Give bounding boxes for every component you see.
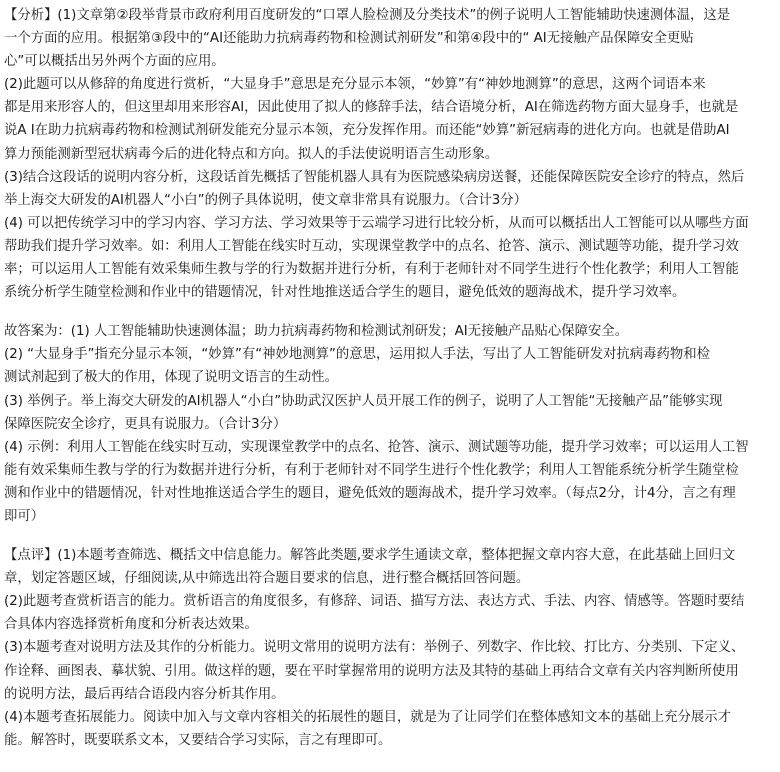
comment-section [4,544,774,752]
comment-line: (4)本题考查拓展能力。阅读中加入与文章内容相关的拓展性的题目，就是为了让同学们在整体感知文本的基础上充分展示才 [4,709,731,725]
answer-line: 能有效采集师生教与学的行为数据并进行分析，有利于老师针对不同学生进行个性化教学；利用人工智能系统分析学生随堂检 [4,462,739,478]
comment-line: 作诠释、画图表、摹状貌、引用。做这样的题，要在平时掌握常用的说明方法及其特的基础上再结合文章有关内容判断所使用 [4,663,739,679]
analysis-line: (2)此题可以从修辞的角度进行赏析，“大显身手”意思是充分显示本领，“妙算”有“神妙地测算”的意思，这两个词语本来 [4,77,706,93]
comment-line: 的说明方法，最后再结合语段内容分析其作用。 [4,686,285,702]
comment-line: (3)本题考查对说明方法及其作的分析能力。说明文常用的说明方法有：举例子、列数字、作比较、打比方、分类别、下定义、 [4,640,745,656]
analysis-line: 心”可以概括出另外两个方面的应用。 [4,54,225,70]
analysis-line: 帮助我们提升学习效率。如：利用人工智能在线实时互动，实现课堂教学中的点名、抢答、演示、测试题等功能，提升学习效 [4,238,739,254]
analysis-line: 说A I在助力抗病毒药物和检测试剂研发能充分显示本领，充分发挥作用。而还能“妙算”新冠病毒的进化方向。也就是借助AI [4,123,730,139]
analysis-line: 都是用来形容人的，但这里却用来形容AI，因此使用了拟人的修辞手法，结合语境分析，AI在筛选药物方面大显身手，也就是 [4,100,739,116]
answer-line: 保障医院安全诊疗，更具有说服力。（合计3分） [4,416,287,432]
answer-line: 测和作业中的错题情况，针对性地推送适合学生的题目，避免低效的题海战术，提升学习效率。（每点2分，计4分，言之有理 [4,485,736,501]
analysis-line: (4) 可以把传统学习中的学习内容、学习方法、学习效果等于云端学习进行比较分析，从而可以概括出人工智能可以从哪些方面 [4,215,749,231]
answer-line: 故答案为：(1) 人工智能辅助快速测体温；助力抗病毒药物和检测试剂研发；AI无接触产品贴心保障安全。 [4,324,629,340]
analysis-line: 【分析】(1)文章第②段举背景市政府利用百度研发的“口罩人脸检测及分类技术”的例子说明人工智能辅助快速测体温，这是 [4,8,731,23]
answer-line: (4) 示例：利用人工智能在线实时互动，实现课堂教学中的点名、抢答、演示、测试题等功能，提升学习效率；可以运用人工智 [4,439,749,455]
comment-line: (2)此题考查赏析语言的能力。赏析语言的角度很多，有修辞、词语、描写方法、表达方式、手法、内容、情感等。答题时要结 [4,594,745,610]
answer-line: 测试剂起到了极大的作用，体现了说明文语言的生动性。 [4,370,338,386]
comment-line: 能。解答时，既要联系文本，又要结合学习实际，言之有理即可。 [4,732,392,748]
answer-line: (3) 举例子。举上海交大研发的AI机器人“小白”协助武汉医护人员开展工作的例子，说明了人工智能“无接触产品”能够实现 [4,393,723,409]
analysis-section [4,4,774,304]
comment-line: 章，划定答题区域，仔细阅读,从中筛选出符合题目要求的信息，进行整合概括回答问题。 [4,571,530,587]
analysis-line: (3)结合这段话的说明内容分析，这段话首先概括了智能机器人具有为医院感染病房送餐，还能保障医院安全诊疗的特点，然后 [4,169,745,185]
answer-line: (2) “大显身手”指充分显示本领，“妙算”有“神妙地测算”的意思，运用拟人手法，写出了人工智能研发对抗病毒药物和检 [4,347,710,363]
analysis-line: 系统分析学生随堂检测和作业中的错题情况，针对性地推送适合学生的题目，避免低效的题海战术，提升学习效率。 [4,285,686,301]
section-spacer [4,528,774,544]
analysis-line: 一个方面的应用。根据第③段中的“AI还能助力抗病毒药物和检测试剂研发”和第④段中的“ AI无接触产品保障安全更贴 [4,31,694,47]
answer-section [4,320,774,528]
comment-line: 【点评】(1)本题考查筛选、概括文中信息能力。解答此类题,要求学生通读文章，整体把握文章内容大意，在此基础上回归文 [4,548,736,564]
analysis-line: 举上海交大研发的AI机器人“小白”的例子具体说明，使文章非常具有说服力。（合计3分） [4,192,528,208]
section-spacer [4,304,774,320]
comment-line: 合具体内容选择赏析角度和分析表达效果。 [4,617,258,633]
answer-line: 即可） [4,508,45,524]
analysis-line: 率；可以运用人工智能有效采集师生教与学的行为数据并进行分析，有利于老师针对不同学生进行个性化教学；利用人工智能 [4,262,739,278]
analysis-line: 算力预能测新型冠状病毒今后的进化特点和方向。拟人的手法使说明语言生动形象。 [4,146,499,162]
